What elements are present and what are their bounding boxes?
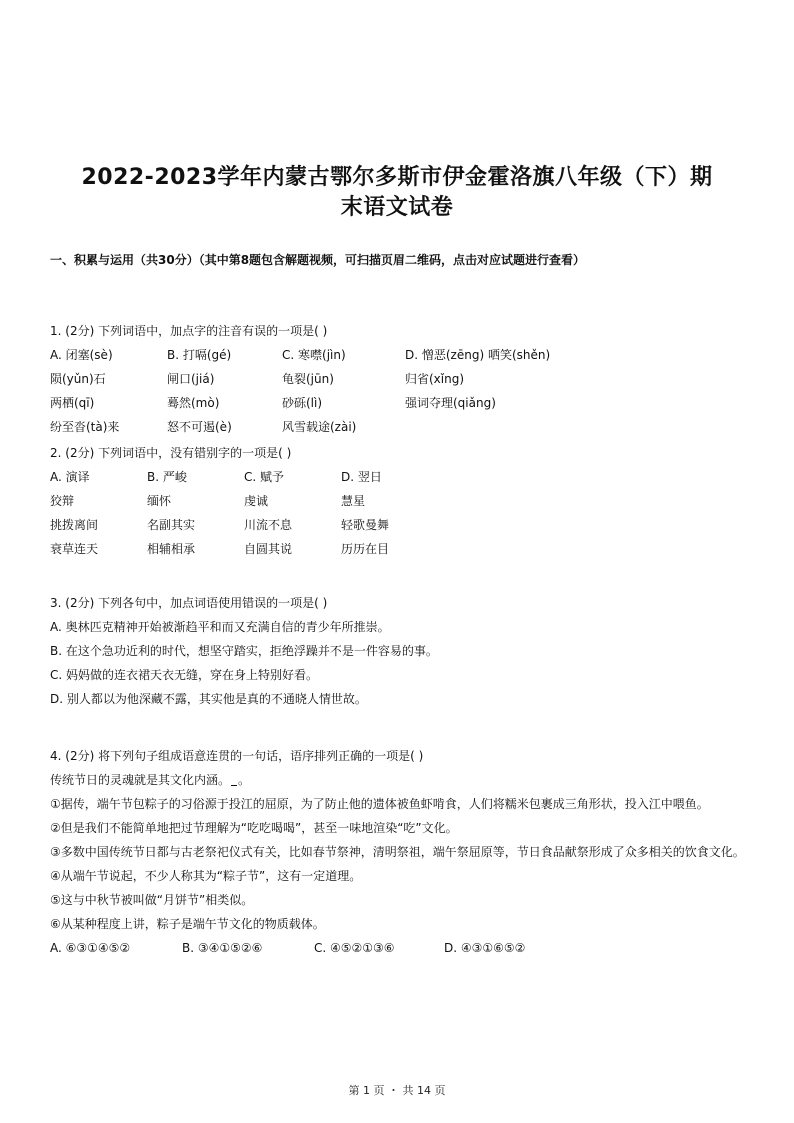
sentence-line: ②但是我们不能简单地把过节理解为“吃吃喝喝”，甚至一味地渲染“吃”文化。 <box>50 821 458 835</box>
option-cell: B. 严峻 <box>147 470 187 484</box>
option-c: C. ④⑤②①③⑥ <box>314 941 395 955</box>
option-line: B. 在这个急功近利的时代，想坚守踏实，拒绝浮躁并不是一件容易的事。 <box>50 644 438 658</box>
option-cell: C. 寒噤(jìn) <box>282 348 346 362</box>
question-4-options <box>50 936 750 960</box>
option-line: D. 别人都以为他深藏不露，其实他是真的不通晓人情世故。 <box>50 692 367 706</box>
option-cell: A. 闭塞(sè) <box>50 348 113 362</box>
option-cell: 强词夺理(qiǎng) <box>405 396 496 410</box>
option-cell: 狡辩 <box>50 494 75 508</box>
option-cell: 纷至沓(tà)来 <box>50 420 120 434</box>
question-4 <box>50 744 750 960</box>
option-cell: 虔诚 <box>244 494 269 508</box>
option-cell: 蓦然(mò) <box>167 396 220 410</box>
question-3-stem: 3. (2分) 下列各句中，加点词语使用错误的一项是( ) <box>50 596 328 610</box>
option-cell: D. 憎恶(zēng) 哂笑(shěn) <box>405 348 551 362</box>
option-cell: 历历在目 <box>341 542 390 556</box>
title-line-1: 2022-2023学年内蒙古鄂尔多斯市伊金霍洛旗八年级（下）期 <box>81 165 713 190</box>
option-cell: 风雪载途(zài) <box>282 420 357 434</box>
option-cell: 归省(xǐng) <box>405 372 465 386</box>
option-cell: 两栖(qī) <box>50 396 95 410</box>
sentence-line: ④从端午节说起，不少人称其为“粽子节”，这有一定道理。 <box>50 869 362 883</box>
answer-blank <box>231 771 237 786</box>
option-cell: 闸口(jiá) <box>167 372 215 386</box>
option-cell: 轻歌曼舞 <box>341 518 390 532</box>
option-cell: 龟裂(jūn) <box>282 372 334 386</box>
option-cell: D. 翌日 <box>341 470 382 484</box>
option-cell: B. 打嗝(gé) <box>167 348 232 362</box>
option-cell: 陨(yǔn)石 <box>50 372 106 386</box>
question-2-options <box>50 465 750 561</box>
sentence-line: ①据传，端午节包粽子的习俗源于投江的屈原，为了防止他的遗体被鱼虾啃食，人们将糯米包裹成三角形状，投入江中喂鱼。 <box>50 797 709 811</box>
question-4-intro <box>50 768 750 792</box>
option-cell: 缅怀 <box>147 494 172 508</box>
option-cell: 名副其实 <box>147 518 196 532</box>
option-line: C. 妈妈做的连衣裙天衣无缝，穿在身上特别好看。 <box>50 668 319 682</box>
question-3 <box>50 591 750 711</box>
option-cell: A. 演译 <box>50 470 90 484</box>
sentence-line: ③多数中国传统节日都与古老祭祀仪式有关，比如春节祭神，清明祭祖，端午祭屈原等，节日食品献祭形成了众多相关的饮食文化。 <box>50 845 745 859</box>
option-cell: 自圆其说 <box>244 542 293 556</box>
option-cell: 砂砾(lì) <box>282 396 323 410</box>
question-1 <box>50 319 750 439</box>
intro-text: 传统节日的灵魂就是其文化内涵。 <box>50 773 231 787</box>
option-cell: 衰草连天 <box>50 542 99 556</box>
option-cell: 川流不息 <box>244 518 293 532</box>
question-1-stem: 1. (2分) 下列词语中，加点字的注音有误的一项是( ) <box>50 324 328 338</box>
question-4-stem: 4. (2分) 将下列句子组成语意连贯的一句话，语序排列正确的一项是( ) <box>50 749 424 763</box>
option-cell: 相辅相承 <box>147 542 196 556</box>
question-1-options <box>50 343 750 439</box>
title-line-2: 末语文试卷 <box>340 195 454 220</box>
option-line: A. 奥林匹克精神开始被渐趋平和而又充满自信的青少年所推崇。 <box>50 620 390 634</box>
intro-end: 。 <box>238 773 251 787</box>
section-heading: 一、积累与运用（共30分）（其中第8题包含解题视频，可扫描页眉二维码，点击对应试题进行查看） <box>50 253 586 267</box>
option-b: B. ③④①⑤②⑥ <box>182 941 263 955</box>
option-d: D. ④③①⑥⑤② <box>444 941 526 955</box>
sentence-line: ⑥从某种程度上讲，粽子是端午节文化的物质载体。 <box>50 917 325 931</box>
page-footer: 第 1 页 ・ 共 14 页 <box>348 1084 446 1097</box>
exam-title <box>40 163 754 223</box>
option-cell: 挑拨离间 <box>50 518 99 532</box>
sentence-line: ⑤这与中秋节被叫做“月饼节”相类似。 <box>50 893 254 907</box>
option-cell <box>405 415 605 439</box>
question-2-stem: 2. (2分) 下列词语中，没有错别字的一项是( ) <box>50 446 292 460</box>
option-cell: 慧星 <box>341 494 366 508</box>
option-cell: C. 赋予 <box>244 470 285 484</box>
option-a: A. ⑥③①④⑤② <box>50 941 131 955</box>
option-cell: 怒不可遏(è) <box>167 420 232 434</box>
question-2 <box>50 441 750 561</box>
